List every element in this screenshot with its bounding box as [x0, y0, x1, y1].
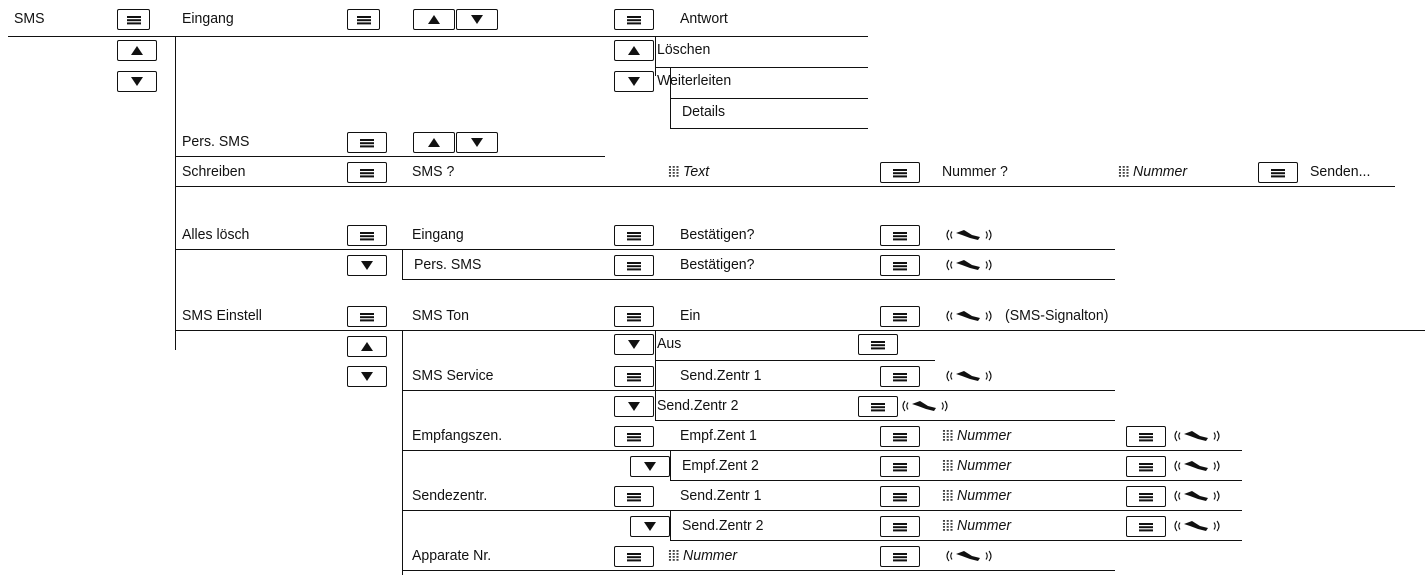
menu-key-icon [347, 162, 387, 183]
label-nummer-5 [942, 517, 1011, 535]
label-ein: Ein [680, 307, 701, 324]
connector-line [402, 249, 403, 279]
ring-tone-icon [898, 397, 956, 415]
keypad-icon [942, 490, 953, 502]
label-sms-ton: SMS Ton [412, 307, 469, 324]
connector-line [670, 540, 1242, 541]
label-send-zentr-1b: Send.Zentr 1 [680, 487, 762, 504]
menu-key-icon [1126, 426, 1166, 447]
down-arrow-key-icon [614, 71, 654, 92]
menu-key-icon [880, 306, 920, 327]
label-nummer-4 [942, 487, 1011, 505]
menu-key-icon [880, 546, 920, 567]
label-eingang: Eingang [182, 10, 234, 27]
label-weiterleiten: Weiterleiten [657, 72, 732, 89]
label-nummer-frage: Nummer ? [942, 163, 1008, 180]
connector-line [175, 249, 1115, 250]
down-arrow-key-icon [117, 71, 157, 92]
menu-key-icon [880, 225, 920, 246]
connector-line [655, 420, 1115, 421]
label-sms-einstell: SMS Einstell [182, 307, 262, 324]
label-nummer-4-value: Nummer [957, 487, 1012, 504]
keypad-icon [668, 550, 679, 562]
up-arrow-key-icon [413, 132, 455, 153]
keypad-icon [942, 460, 953, 472]
connector-line [670, 128, 868, 129]
menu-key-icon [614, 366, 654, 387]
label-nummer-5-value: Nummer [957, 517, 1012, 534]
menu-key-icon [880, 426, 920, 447]
connector-line [402, 279, 1115, 280]
label-pers-sms: Pers. SMS [182, 133, 250, 150]
connector-line [175, 186, 1395, 187]
menu-key-icon [117, 9, 150, 30]
label-sms: SMS [14, 10, 45, 27]
connector-line [670, 98, 868, 99]
ring-tone-icon [942, 367, 1000, 385]
label-nummer-2 [942, 427, 1011, 445]
connector-line [670, 510, 671, 540]
label-send-zentr-2: Send.Zentr 2 [657, 397, 739, 414]
connector-line [655, 36, 656, 76]
connector-line [655, 360, 935, 361]
menu-key-icon [347, 132, 387, 153]
ring-tone-icon [942, 547, 1000, 565]
label-sms-frage: SMS ? [412, 163, 455, 180]
menu-key-icon [614, 546, 654, 567]
down-arrow-key-icon [456, 9, 498, 30]
connector-line [402, 450, 1242, 451]
label-loeschen: Löschen [657, 41, 711, 58]
label-aus: Aus [657, 335, 682, 352]
label-bestaetigen-1: Bestätigen? [680, 226, 755, 243]
up-arrow-key-icon [117, 40, 157, 61]
connector-line [670, 450, 671, 480]
label-antwort: Antwort [680, 10, 728, 27]
menu-key-icon [858, 396, 898, 417]
label-text-value: Text [683, 163, 710, 180]
connector-line [402, 570, 1115, 571]
ring-tone-icon [942, 256, 1000, 274]
menu-key-icon [347, 9, 380, 30]
up-arrow-key-icon [413, 9, 455, 30]
menu-key-icon [880, 162, 920, 183]
label-send-zentr-1: Send.Zentr 1 [680, 367, 762, 384]
label-alles-loesch: Alles lösch [182, 226, 250, 243]
label-sendezentr: Sendezentr. [412, 487, 488, 504]
ring-tone-icon [1170, 487, 1228, 505]
label-nummer-6-value: Nummer [683, 547, 738, 564]
label-nummer-6 [668, 547, 737, 565]
label-bestaetigen-2: Bestätigen? [680, 256, 755, 273]
menu-key-icon [614, 9, 654, 30]
menu-key-icon [1126, 456, 1166, 477]
label-eingang-2: Eingang [412, 226, 464, 243]
label-senden: Senden... [1310, 163, 1371, 180]
menu-key-icon [880, 366, 920, 387]
label-nummer-3 [942, 457, 1011, 475]
menu-key-icon [858, 334, 898, 355]
down-arrow-key-icon [347, 255, 387, 276]
menu-key-icon [614, 225, 654, 246]
menu-key-icon [347, 225, 387, 246]
label-nummer [1118, 163, 1187, 181]
connector-line [655, 67, 868, 68]
label-sms-service: SMS Service [412, 367, 494, 384]
connector-line [175, 36, 176, 350]
connector-line [175, 330, 1425, 331]
menu-key-icon [880, 486, 920, 507]
menu-key-icon [880, 255, 920, 276]
menu-key-icon [1126, 516, 1166, 537]
down-arrow-key-icon [614, 396, 654, 417]
down-arrow-key-icon [347, 366, 387, 387]
label-nummer-2-value: Nummer [957, 427, 1012, 444]
keypad-icon [942, 520, 953, 532]
label-nummer-3-value: Nummer [957, 457, 1012, 474]
connector-line [655, 390, 656, 420]
label-text [668, 163, 709, 181]
label-empf-zent-2: Empf.Zent 2 [682, 457, 759, 474]
connector-line [402, 390, 1115, 391]
menu-key-icon [880, 456, 920, 477]
label-send-zentr-2b: Send.Zentr 2 [682, 517, 764, 534]
label-schreiben: Schreiben [182, 163, 246, 180]
label-pers-sms-2: Pers. SMS [414, 256, 482, 273]
keypad-icon [942, 430, 953, 442]
ring-tone-icon [1170, 517, 1228, 535]
keypad-icon [1118, 166, 1129, 178]
keypad-icon [668, 166, 679, 178]
label-nummer-value: Nummer [1133, 163, 1188, 180]
menu-key-icon [1126, 486, 1166, 507]
down-arrow-key-icon [614, 334, 654, 355]
menu-key-icon [347, 306, 387, 327]
label-sms-signalton: (SMS-Signalton) [1005, 307, 1109, 324]
label-empfangszen: Empfangszen. [412, 427, 503, 444]
menu-key-icon [1258, 162, 1298, 183]
up-arrow-key-icon [347, 336, 387, 357]
down-arrow-key-icon [630, 516, 670, 537]
connector-line [8, 36, 868, 37]
connector-line [175, 156, 605, 157]
ring-tone-icon [1170, 427, 1228, 445]
down-arrow-key-icon [630, 456, 670, 477]
connector-line [402, 510, 1242, 511]
ring-tone-icon [942, 226, 1000, 244]
down-arrow-key-icon [456, 132, 498, 153]
ring-tone-icon [942, 307, 1000, 325]
label-apparate-nr: Apparate Nr. [412, 547, 492, 564]
menu-key-icon [614, 306, 654, 327]
connector-line [402, 330, 403, 575]
ring-tone-icon [1170, 457, 1228, 475]
label-details: Details [682, 103, 726, 120]
menu-key-icon [880, 516, 920, 537]
menu-key-icon [614, 426, 654, 447]
menu-key-icon [614, 255, 654, 276]
label-empf-zent-1: Empf.Zent 1 [680, 427, 757, 444]
connector-line [670, 480, 1242, 481]
menu-key-icon [614, 486, 654, 507]
up-arrow-key-icon [614, 40, 654, 61]
